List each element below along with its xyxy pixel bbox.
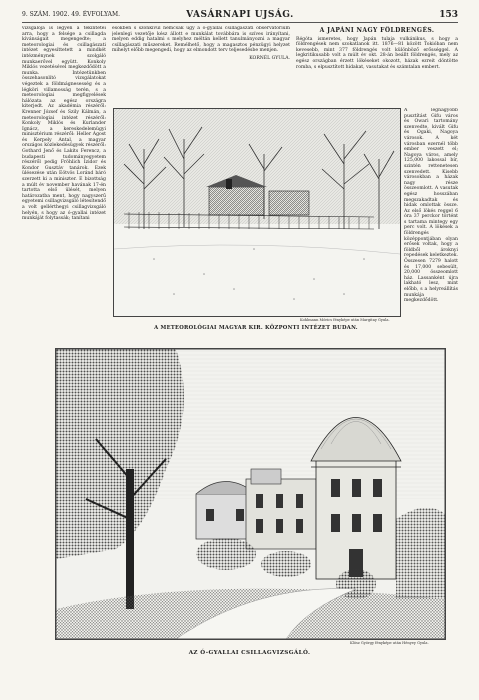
figure1-credit: Kohlmann Mórics fényképe után Margitay Gyula.: [300, 318, 390, 322]
newspaper-title: VASÁRNAPI UJSÁG.: [186, 10, 294, 20]
meteorological-institute-engraving: [114, 109, 400, 316]
figure2-caption: AZ Ó-GYALLAI CSILLAGVIZSGÁLÓ.: [188, 650, 311, 656]
issue-info: 9. SZÁM. 1902. 49. ÉVFOLYAM.: [22, 11, 121, 18]
observatory-engraving: [56, 349, 445, 639]
middle-column-text: esőkben s szonkivül nemcsak úgy a ó-gyallai csillagászati observatorium jelenlegi vezetője kész állott e munkálat továbbára is szíves irányítani, melyen eddig hatalmi s melyhez méltán kellett tanulmányozni a magyar csillagászati műszereket. Remélhető, hogy a magasztos pénzügyi helyzet mihelyt előbb megengedi, hogy az elmondott terv teljesedésbe menjen.: [112, 26, 290, 54]
meteorological-institute-illustration: [113, 108, 401, 317]
article-text: Régóta ismeretes, hogy Japán tulaja vulkánikus, s hogy a földrengések nem szokatlanok itt. 1876—81 között Tokióban nem kevesebb, mint 377 földrengés volt különböző erősséggel. A legkritikusabb volt a múlt év okt. 28-án beállt földrengés, mely az egész országban érzett lökéseket okozott, házak ezreit döntötte romba, s elpusztított hidakat, vasutakat és számtalan embert.: [296, 36, 458, 70]
article-title: A JAPÁNI NAGY FÖLDRENGÉS.: [319, 27, 435, 34]
right-column-top: [296, 26, 458, 106]
left-column: [22, 26, 106, 339]
page-header: [22, 8, 458, 23]
observatory-illustration: [55, 348, 446, 640]
page-number: 153: [439, 10, 458, 20]
author-signature: KORNÉL GYULA.: [249, 55, 290, 61]
article-continuation-text: A legnagyobb pusztítást Gifu város és Owari tartomány szenvedte, kivált Gifu és Ogaki, Nagoya városok. A két városban ezernél több ember veszett el; Nagoya város, amely 125,000 lakossal bír, szintén rettenetesen szenvedett. Kisebb városokban a házak nagy része összeomlott. A vasutak egész hosszában megszakadtak és hidak omlottak össze. Az első lökés reggel 6 óra 37 perckor történt s tartama mintegy egy perc volt. A lökések a földrengés középpontjában olyan erősek voltak, hogy a földből ároknyi repedések keletkeztek. Összesen 7279 halott és 17,000 sebesült, 20,000 összeomlott ház. Lassanként újra lakható lesz, mint előbb, s a helyreállítás munkája megkezdődött.: [404, 108, 458, 304]
left-column-text: vizsgálója is legyen a tekintetei arra, hogy a felsége a csillagda kívánságait megengedte; a meteorologiai és csillagászati intézet egyesíttetett a mindkét intézménynek szolgáló munkaerővel együtt. Konkoly Miklós vezetésével megkezdődött a munka. Intézetünkben összehasonlító vizsgálatokat végeztek a földmágnesesség és a légköri villamosság terén, s a meteorologiai megfigyelések hálózata az egész országra kiterjedt. Az akadémia részéről: Krenner József és Szily Kálmán, a meteorologiai intézet részéről: Konkoly Miklós és Kurlander Ignácz, a kereskedelemügyi minisztérium részéről: Heller Ágost és Kerpely Antal, a magyar országos közlekedésügyek részéről: Gothard Jenő és Lakits Ferencz, a budapesti tudományegyetem részéről pedig Fröhlich Izidor és Kondor Gusztáv tanárok. Ezek ülésezése után Eötvös Loránd báró szerzett ki a miniszter. E bizottság a múlt év november havának 17-én tartotta első ülését, melyen határozatba ment, hogy nagyszerű egyetemi csillagvizsgáló létesítendő a volt gellérthegyi csillagvizsgáló helyén, s hogy az ó-gyallai intézet munkáját folytassák; tanítani: [22, 26, 106, 222]
figure2-credit: Klösz György fényképe után Hényey Gyula.: [350, 641, 429, 645]
article-continuation: [404, 108, 458, 348]
figure1-caption: A METEOROLÓGIAI MAGYAR KIR. KÖZPONTI INTÉZET BUDAN.: [154, 325, 358, 331]
middle-column-top: [112, 26, 290, 104]
